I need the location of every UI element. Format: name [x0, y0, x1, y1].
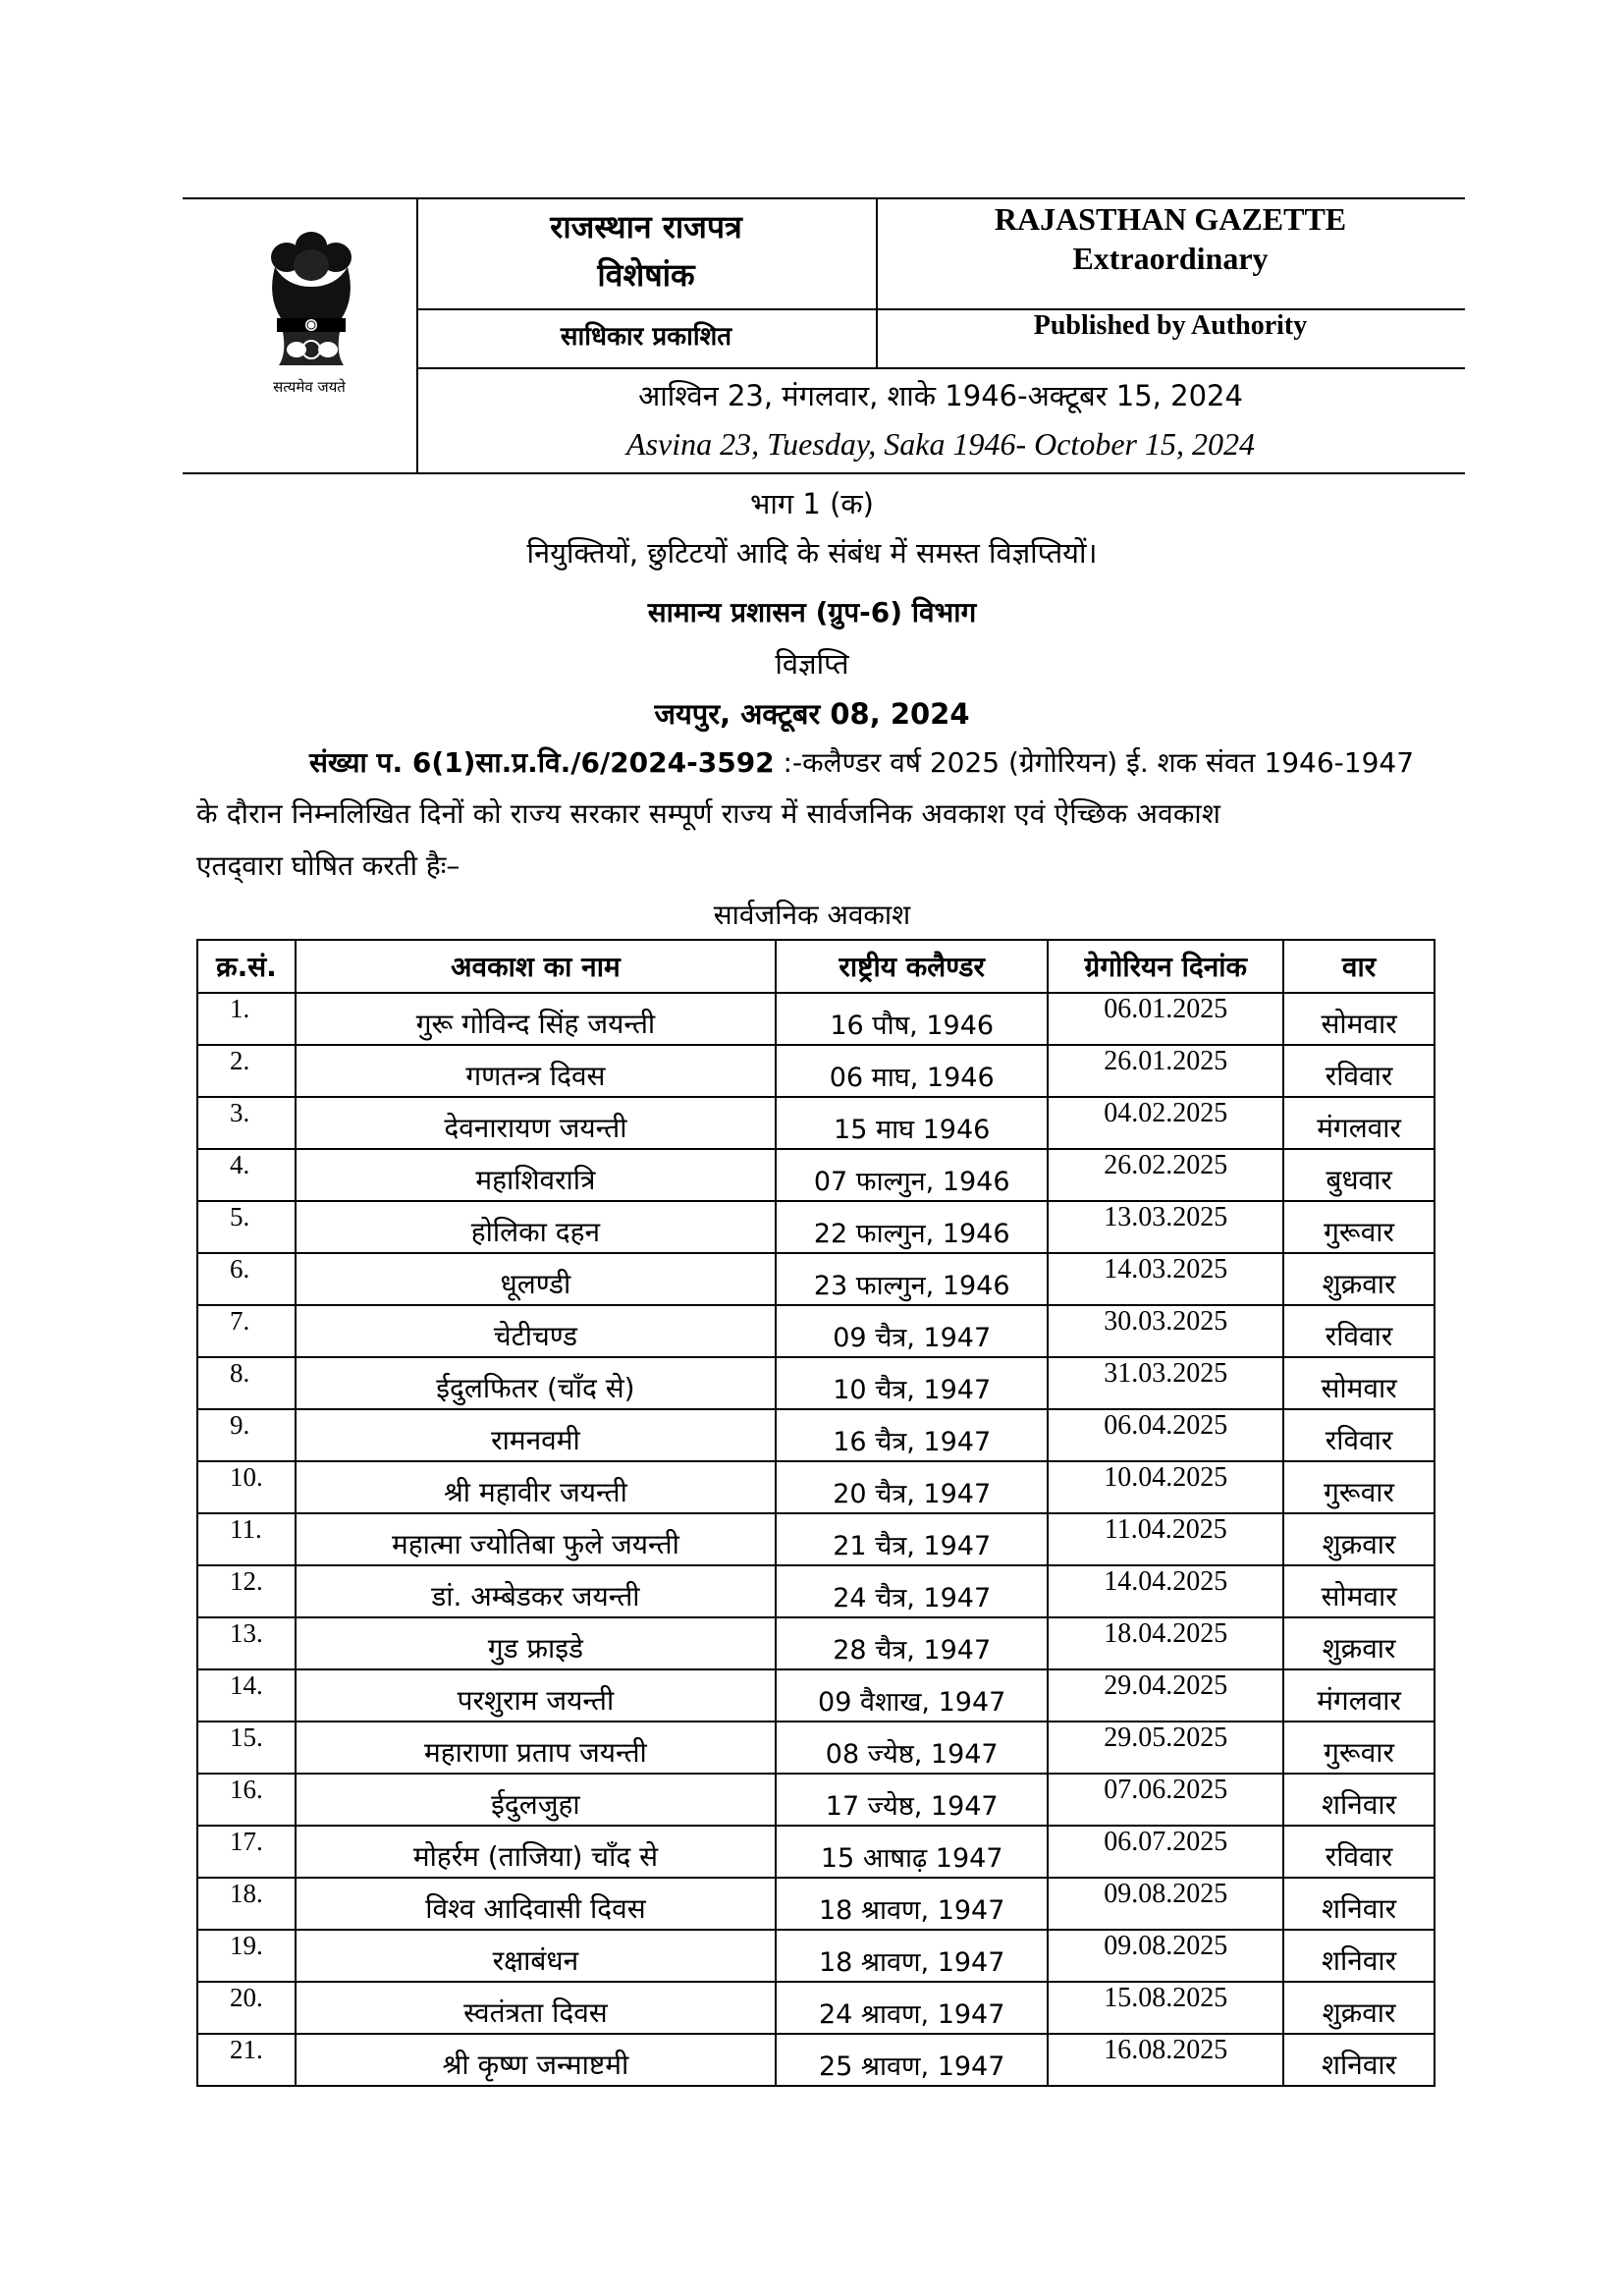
holiday-name-cell: देवनारायण जयन्ती — [296, 1097, 776, 1149]
serial-cell: 17. — [197, 1826, 296, 1878]
holiday-name-cell: महाराणा प्रताप जयन्ती — [296, 1722, 776, 1774]
serial-cell: 11. — [197, 1513, 296, 1565]
national-calendar-cell: 17 ज्येष्ठ, 1947 — [776, 1774, 1048, 1826]
weekday-cell: सोमवार — [1283, 1357, 1435, 1409]
masthead-top-rule — [183, 197, 1465, 199]
holiday-name-cell: रक्षाबंधन — [296, 1930, 776, 1982]
holiday-name-cell: स्वतंत्रता दिवस — [296, 1982, 776, 2034]
holiday-name-cell: श्री महावीर जयन्ती — [296, 1461, 776, 1513]
weekday-cell: शुक्रवार — [1283, 1513, 1435, 1565]
serial-cell: 8. — [197, 1357, 296, 1409]
part-description: नियुक्तियों, छुटिटयों आदि के संबंध में समस्त विज्ञप्तियों। — [526, 536, 1098, 570]
public-holidays-table — [196, 939, 1435, 2087]
table-row — [197, 1669, 1435, 1722]
national-calendar-cell: 15 माघ 1946 — [776, 1097, 1048, 1149]
gregorian-date-cell: 11.04.2025 — [1048, 1513, 1283, 1565]
body-line-1: :-कलैण्डर वर्ष 2025 (ग्रेगोरियन) ई. शक संवत 1946-1947 — [774, 746, 1415, 779]
serial-cell: 1. — [197, 993, 296, 1045]
national-calendar-cell: 07 फाल्गुन, 1946 — [776, 1149, 1048, 1201]
weekday-cell: गुरूवार — [1283, 1201, 1435, 1253]
holiday-name-cell: परशुराम जयन्ती — [296, 1669, 776, 1722]
hindi-published-by: साधिकार प्रकाशित — [560, 322, 732, 352]
body-line-2: के दौरान निम्नलिखित दिनों को राज्य सरकार सम्पूर्ण राज्य में सार्वजनिक अवकाश एवं ऐच्छिक अवकाश — [196, 797, 1221, 830]
hindi-gazette-title: राजस्थान राजपत्र — [550, 208, 742, 246]
notice-type: विज्ञप्ति — [775, 647, 849, 681]
table-row — [197, 1357, 1435, 1409]
gregorian-date-cell: 15.08.2025 — [1048, 1982, 1283, 2034]
national-calendar-cell: 20 चैत्र, 1947 — [776, 1461, 1048, 1513]
serial-cell: 12. — [197, 1565, 296, 1617]
weekday-cell: गुरूवार — [1283, 1722, 1435, 1774]
gregorian-date-cell: 07.06.2025 — [1048, 1774, 1283, 1826]
hindi-gazette-subtitle: विशेषांक — [597, 256, 695, 294]
masthead-date-rule — [416, 367, 1465, 369]
table-caption: सार्वजनिक अवकाश — [713, 899, 911, 931]
holiday-name-cell: होलिका दहन — [296, 1201, 776, 1253]
header-gregorian-date: ग्रेगोरियन दिनांक — [1048, 940, 1283, 993]
part-heading: भाग 1 (क) — [749, 487, 874, 520]
masthead-bottom-rule — [183, 472, 1465, 474]
header-national-calendar: राष्ट्रीय कलैण्डर — [776, 940, 1048, 993]
ashoka-emblem-icon — [257, 228, 365, 375]
national-calendar-cell: 16 पौष, 1946 — [776, 993, 1048, 1045]
holiday-name-cell: मोहर्रम (ताजिया) चाँद से — [296, 1826, 776, 1878]
serial-cell: 21. — [197, 2034, 296, 2086]
holiday-name-cell: चेटीचण्ड — [296, 1305, 776, 1357]
weekday-cell: शनिवार — [1283, 1774, 1435, 1826]
national-calendar-cell: 18 श्रावण, 1947 — [776, 1878, 1048, 1930]
national-calendar-cell: 22 फाल्गुन, 1946 — [776, 1201, 1048, 1253]
holiday-name-cell: गुरू गोविन्द सिंह जयन्ती — [296, 993, 776, 1045]
gregorian-date-cell: 09.08.2025 — [1048, 1878, 1283, 1930]
weekday-cell: शुक्रवार — [1283, 1982, 1435, 2034]
table-row — [197, 1045, 1435, 1097]
table-row — [197, 1722, 1435, 1774]
weekday-cell: रविवार — [1283, 1045, 1435, 1097]
weekday-cell: रविवार — [1283, 1305, 1435, 1357]
national-calendar-cell: 06 माघ, 1946 — [776, 1045, 1048, 1097]
weekday-cell: गुरूवार — [1283, 1461, 1435, 1513]
notice-body-first-line — [309, 743, 1438, 781]
table-row — [197, 1513, 1435, 1565]
gregorian-date-cell: 14.04.2025 — [1048, 1565, 1283, 1617]
national-calendar-cell: 23 फाल्गुन, 1946 — [776, 1253, 1048, 1305]
gregorian-date-cell: 18.04.2025 — [1048, 1617, 1283, 1669]
weekday-cell: मंगलवार — [1283, 1097, 1435, 1149]
emblem-motto: सत्यमेव जयते — [273, 378, 346, 396]
holiday-name-cell: गुड फ्राइडे — [296, 1617, 776, 1669]
national-calendar-cell: 16 चैत्र, 1947 — [776, 1409, 1048, 1461]
national-calendar-cell: 10 चैत्र, 1947 — [776, 1357, 1048, 1409]
header-holiday-name: अवकाश का नाम — [296, 940, 776, 993]
table-row — [197, 2034, 1435, 2086]
holiday-name-cell: श्री कृष्ण जन्माष्टमी — [296, 2034, 776, 2086]
national-calendar-cell: 24 चैत्र, 1947 — [776, 1565, 1048, 1617]
national-calendar-cell: 24 श्रावण, 1947 — [776, 1982, 1048, 2034]
gregorian-date-cell: 26.01.2025 — [1048, 1045, 1283, 1097]
gregorian-date-cell: 04.02.2025 — [1048, 1097, 1283, 1149]
holiday-name-cell: ईदुलफितर (चाँद से) — [296, 1357, 776, 1409]
gregorian-date-cell: 16.08.2025 — [1048, 2034, 1283, 2086]
weekday-cell: शुक्रवार — [1283, 1617, 1435, 1669]
table-row — [197, 1305, 1435, 1357]
table-row — [197, 1565, 1435, 1617]
table-header-row — [197, 940, 1435, 993]
table-row — [197, 1097, 1435, 1149]
gregorian-date-cell: 26.02.2025 — [1048, 1149, 1283, 1201]
english-published-by: Published by Authority — [1033, 310, 1308, 341]
gazette-date-english: Asvina 23, Tuesday, Saka 1946- October 15, 2024 — [626, 426, 1255, 462]
english-gazette-title: RAJASTHAN GAZETTE — [994, 201, 1347, 237]
weekday-cell: सोमवार — [1283, 1565, 1435, 1617]
gregorian-date-cell: 14.03.2025 — [1048, 1253, 1283, 1305]
serial-cell: 5. — [197, 1201, 296, 1253]
serial-cell: 15. — [197, 1722, 296, 1774]
holiday-name-cell: धूलण्डी — [296, 1253, 776, 1305]
holiday-name-cell: विश्व आदिवासी दिवस — [296, 1878, 776, 1930]
serial-cell: 13. — [197, 1617, 296, 1669]
table-row — [197, 1982, 1435, 2034]
national-calendar-cell: 21 चैत्र, 1947 — [776, 1513, 1048, 1565]
weekday-cell: शनिवार — [1283, 2034, 1435, 2086]
serial-cell: 9. — [197, 1409, 296, 1461]
table-row — [197, 1201, 1435, 1253]
holiday-name-cell: गणतन्त्र दिवस — [296, 1045, 776, 1097]
gregorian-date-cell: 13.03.2025 — [1048, 1201, 1283, 1253]
serial-cell: 18. — [197, 1878, 296, 1930]
gregorian-date-cell: 06.01.2025 — [1048, 993, 1283, 1045]
serial-cell: 16. — [197, 1774, 296, 1826]
table-row — [197, 1826, 1435, 1878]
table-row — [197, 1149, 1435, 1201]
serial-cell: 14. — [197, 1669, 296, 1722]
gregorian-date-cell: 30.03.2025 — [1048, 1305, 1283, 1357]
table-row — [197, 1461, 1435, 1513]
serial-cell: 4. — [197, 1149, 296, 1201]
table-row — [197, 1878, 1435, 1930]
table-row — [197, 1253, 1435, 1305]
holiday-name-cell: ईदुलजुहा — [296, 1774, 776, 1826]
serial-cell: 20. — [197, 1982, 296, 2034]
table-row — [197, 1774, 1435, 1826]
national-calendar-cell: 09 वैशाख, 1947 — [776, 1669, 1048, 1722]
table-row — [197, 993, 1435, 1045]
serial-cell: 7. — [197, 1305, 296, 1357]
serial-cell: 3. — [197, 1097, 296, 1149]
english-gazette-subtitle: Extraordinary — [1072, 241, 1269, 276]
gregorian-date-cell: 29.05.2025 — [1048, 1722, 1283, 1774]
serial-cell: 2. — [197, 1045, 296, 1097]
holiday-name-cell: महात्मा ज्योतिबा फुले जयन्ती — [296, 1513, 776, 1565]
table-row — [197, 1409, 1435, 1461]
reference-number: संख्या प. 6(1)सा.प्र.वि./6/2024-3592 — [309, 746, 775, 779]
gregorian-date-cell: 10.04.2025 — [1048, 1461, 1283, 1513]
national-calendar-cell: 15 आषाढ़ 1947 — [776, 1826, 1048, 1878]
gazette-date-hindi: आश्विन 23, मंगलवार, शाके 1946-अक्टूबर 15, 2024 — [638, 379, 1243, 412]
table-row — [197, 1617, 1435, 1669]
national-calendar-cell: 08 ज्येष्ठ, 1947 — [776, 1722, 1048, 1774]
weekday-cell: शनिवार — [1283, 1930, 1435, 1982]
holiday-name-cell: डां. अम्बेडकर जयन्ती — [296, 1565, 776, 1617]
national-calendar-cell: 09 चैत्र, 1947 — [776, 1305, 1048, 1357]
weekday-cell: शुक्रवार — [1283, 1253, 1435, 1305]
serial-cell: 19. — [197, 1930, 296, 1982]
gregorian-date-cell: 31.03.2025 — [1048, 1357, 1283, 1409]
weekday-cell: रविवार — [1283, 1409, 1435, 1461]
national-calendar-cell: 18 श्रावण, 1947 — [776, 1930, 1048, 1982]
table-row — [197, 1930, 1435, 1982]
holiday-name-cell: रामनवमी — [296, 1409, 776, 1461]
weekday-cell: रविवार — [1283, 1826, 1435, 1878]
gregorian-date-cell: 09.08.2025 — [1048, 1930, 1283, 1982]
serial-cell: 10. — [197, 1461, 296, 1513]
national-calendar-cell: 28 चैत्र, 1947 — [776, 1617, 1048, 1669]
national-calendar-cell: 25 श्रावण, 1947 — [776, 2034, 1048, 2086]
department-heading: सामान्य प्रशासन (ग्रुप-6) विभाग — [647, 596, 977, 629]
holiday-name-cell: महाशिवरात्रि — [296, 1149, 776, 1201]
weekday-cell: बुधवार — [1283, 1149, 1435, 1201]
gregorian-date-cell: 06.04.2025 — [1048, 1409, 1283, 1461]
gregorian-date-cell: 29.04.2025 — [1048, 1669, 1283, 1722]
serial-cell: 6. — [197, 1253, 296, 1305]
weekday-cell: मंगलवार — [1283, 1669, 1435, 1722]
gregorian-date-cell: 06.07.2025 — [1048, 1826, 1283, 1878]
weekday-cell: सोमवार — [1283, 993, 1435, 1045]
header-serial: क्र.सं. — [197, 940, 296, 993]
header-weekday: वार — [1283, 940, 1435, 993]
weekday-cell: शनिवार — [1283, 1878, 1435, 1930]
place-date: जयपुर, अक्टूबर 08, 2024 — [654, 697, 970, 731]
body-line-3: एतद्‌वारा घोषित करती हैः– — [196, 849, 460, 882]
